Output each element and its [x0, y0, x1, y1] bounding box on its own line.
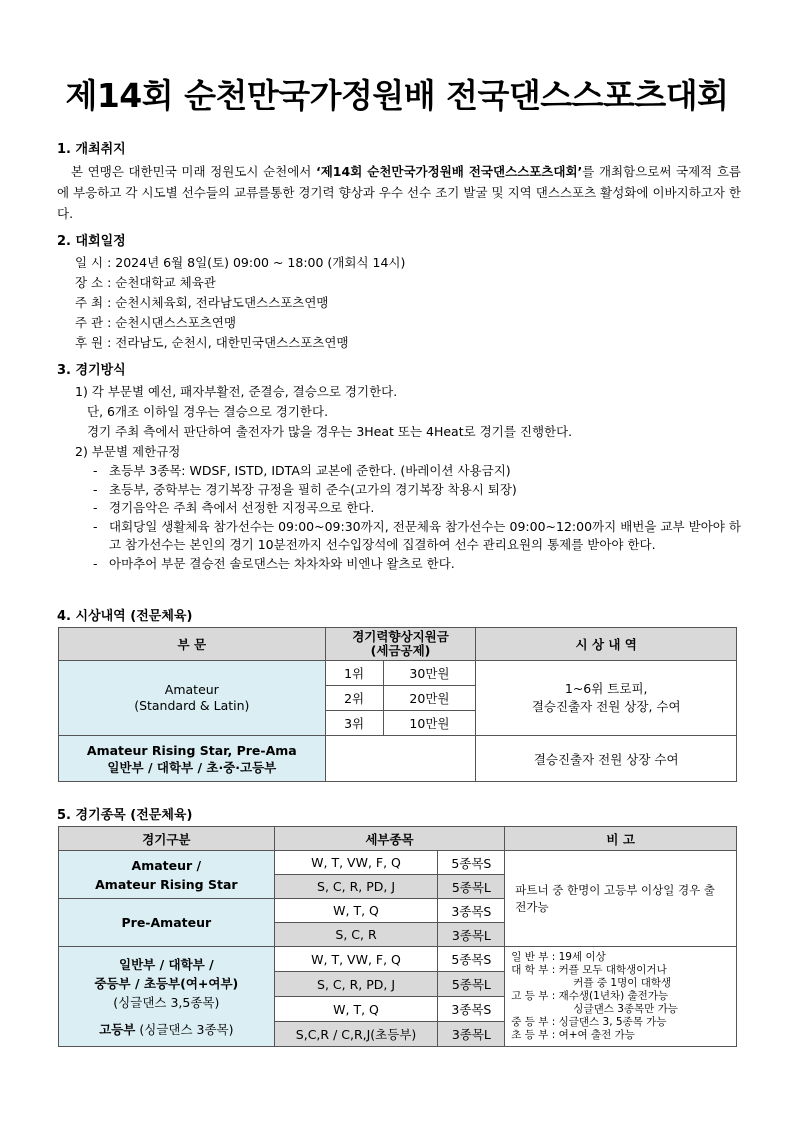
purpose-text-a: 본 연맹은 대한민국 미래 정원도시 순천에서 — [71, 164, 316, 179]
restriction-text: 초등부 3종목: WDSF, ISTD, IDTA의 교본에 준한다. (바레이션 사용금지) — [109, 463, 511, 478]
event-count: 3종목L — [438, 1022, 505, 1047]
rule-1: 1) 각 부문별 예선, 패자부활전, 준결승, 결승으로 경기한다. — [75, 384, 398, 399]
eligibility-line: 초 등 부 : 여+여 출전 가능 — [511, 1029, 635, 1041]
eligibility-line: 중 등 부 : 싱글댄스 3, 5종목 가능 — [511, 1016, 667, 1028]
eligibility-line: 대 학 부 : 커플 모두 대학생이거나 — [511, 964, 667, 976]
category-general-label: 일반부 / 대학부 / 중등부 / 초등부(여+여부) — [94, 956, 239, 991]
rank-cell: 1위 — [325, 661, 383, 686]
category-pre-amateur: Pre-Amateur — [59, 899, 275, 947]
purpose-paragraph — [57, 161, 741, 224]
bullet-dash: - — [93, 463, 98, 478]
rank-cell: 2위 — [325, 686, 383, 711]
header-remarks: 비 고 — [505, 827, 737, 851]
remark-eligibility — [505, 947, 737, 1047]
restriction-item — [57, 555, 741, 574]
schedule-date: 일 시 : 2024년 6월 8일(토) 09:00 ~ 18:00 (개회식 14시) — [75, 255, 406, 270]
section-heading: 3. 경기방식 — [57, 363, 126, 378]
section-heading: 1. 개최취지 — [57, 142, 126, 157]
restriction-item — [57, 518, 741, 555]
division-rising-star: Amateur Rising Star, Pre-Ama 일반부 / 대학부 / 초·중·고등부 — [59, 736, 326, 782]
event-name-emphasis: ‘제14회 순천만국가정원배 전국댄스스포츠대회’ — [315, 164, 583, 179]
eligibility-line: 고 등 부 : 재수생(1년차) 출전가능 — [511, 990, 669, 1002]
event-count: 3종목S — [438, 997, 505, 1022]
amateur-award: 1~6위 트로피, 결승진출자 전원 상장, 수여 — [476, 661, 737, 736]
remark-partner: 파트너 중 한명이 고등부 이상일 경우 출전가능 — [505, 851, 737, 947]
header-events: 세부종목 — [274, 827, 505, 851]
event-list: S, C, R, PD, J — [274, 972, 438, 997]
category-single-dance-note: (싱글댄스 3,5종목) — [113, 994, 220, 1010]
restriction-item — [57, 481, 741, 500]
event-count: 5종목S — [438, 851, 505, 875]
section-competition-method — [57, 359, 741, 573]
event-list: S, C, R — [274, 923, 438, 947]
header-award: 시 상 내 역 — [476, 628, 737, 661]
event-count: 5종목S — [438, 947, 505, 972]
bullet-dash: - — [93, 555, 98, 571]
bullet-dash: - — [93, 481, 98, 497]
restriction-item — [57, 462, 741, 481]
bullet-dash: - — [93, 518, 98, 534]
eligibility-line: 싱글댄스 3종목만 가능 — [573, 1003, 678, 1015]
header-prize-money: 경기력향상지원금 (세금공제) — [325, 628, 476, 661]
restriction-text: 초등부, 중학부는 경기복장 규정을 필히 준수(고가의 경기복장 착용시 퇴장) — [109, 481, 517, 497]
schedule-organizer: 주 관 : 순천시댄스스포츠연맹 — [75, 315, 237, 330]
event-count: 5종목L — [438, 972, 505, 997]
event-list: W, T, Q — [274, 997, 438, 1022]
eligibility-line: 커플 중 1명이 대학생 — [573, 977, 672, 989]
bullet-dash: - — [93, 500, 98, 515]
event-count: 3종목L — [438, 923, 505, 947]
division-amateur: Amateur (Standard & Latin) — [59, 661, 326, 736]
restriction-text: 경기음악은 주최 측에서 선정한 지정곡으로 한다. — [109, 500, 375, 515]
section-heading: 2. 대회일정 — [57, 234, 126, 249]
restriction-text: 아마추어 부문 결승전 솔로댄스는 차차차와 비엔나 왈츠로 한다. — [109, 555, 455, 571]
header-division: 부 문 — [59, 628, 326, 661]
rule-2: 2) 부문별 제한규정 — [75, 444, 181, 459]
eligibility-line: 일 반 부 : 19세 이상 — [511, 951, 606, 963]
rule-1a: 단, 6개조 이하일 경우는 결승으로 경기한다. — [87, 404, 329, 419]
rule-1b: 경기 주최 측에서 판단하여 출전자가 많을 경우는 3Heat 또는 4Heat로 경기를 진행한다. — [87, 424, 573, 439]
amount-cell: 30만원 — [383, 661, 476, 686]
event-list: W, T, Q — [274, 899, 438, 923]
event-count: 3종목S — [438, 899, 505, 923]
category-amateur: Amateur / Amateur Rising Star — [59, 851, 275, 899]
event-list: W, T, VW, F, Q — [274, 947, 438, 972]
amount-cell: 20만원 — [383, 686, 476, 711]
empty-cell — [325, 736, 476, 782]
section-events — [57, 804, 741, 827]
amount-cell: 10만원 — [383, 711, 476, 736]
schedule-host: 주 최 : 순천시체육회, 전라남도댄스스포츠연맹 — [75, 295, 329, 310]
header-category: 경기구분 — [59, 827, 275, 851]
page-title: 제14회 순천만국가정원배 전국댄스스포츠대회 — [65, 76, 729, 115]
event-list: S,C,R / C,R,J(초등부) — [274, 1022, 438, 1047]
schedule-sponsor: 후 원 : 전라남도, 순천시, 대한민국댄스스포츠연맹 — [75, 335, 349, 350]
category-high-school — [59, 1020, 274, 1039]
rank-cell: 3위 — [325, 711, 383, 736]
awards-table — [58, 627, 737, 782]
category-general-school — [59, 947, 275, 1047]
rising-star-award: 결승진출자 전원 상장 수여 — [476, 736, 737, 782]
high-school-label: 고등부 — [99, 1021, 136, 1037]
section-schedule — [57, 230, 741, 353]
section-heading: 4. 시상내역 (전문체육) — [57, 609, 193, 624]
high-school-note: (싱글댄스 3종목) — [135, 1021, 234, 1037]
event-list: S, C, R, PD, J — [274, 875, 438, 899]
schedule-venue: 장 소 : 순천대학교 체육관 — [75, 275, 216, 290]
event-count: 5종목L — [438, 875, 505, 899]
section-purpose — [57, 138, 741, 224]
section-awards — [57, 605, 741, 628]
restriction-text: 대회당일 생활체육 참가선수는 09:00~09:30까지, 전문체육 참가선수는 09:00~12:00까지 배번을 교부 받아야 하고 참가선수는 본인의 경기 10분전까지 선수입장석에 집결하여 선수 관리요원의 통제를 받아야 한다. — [109, 518, 741, 552]
events-table — [58, 826, 737, 1047]
event-list: W, T, VW, F, Q — [274, 851, 438, 875]
section-heading: 5. 경기종목 (전문체육) — [57, 808, 193, 823]
restriction-item — [57, 499, 741, 518]
purpose-text-b: 를 개최함으로써 국제적 흐름에 부응하고 각 시도별 선수들의 교류를통한 경기력 향상과 우수 선수 조기 발굴 및 지역 댄스스포츠 활성화에 이바지하고자 한다. — [57, 164, 741, 221]
